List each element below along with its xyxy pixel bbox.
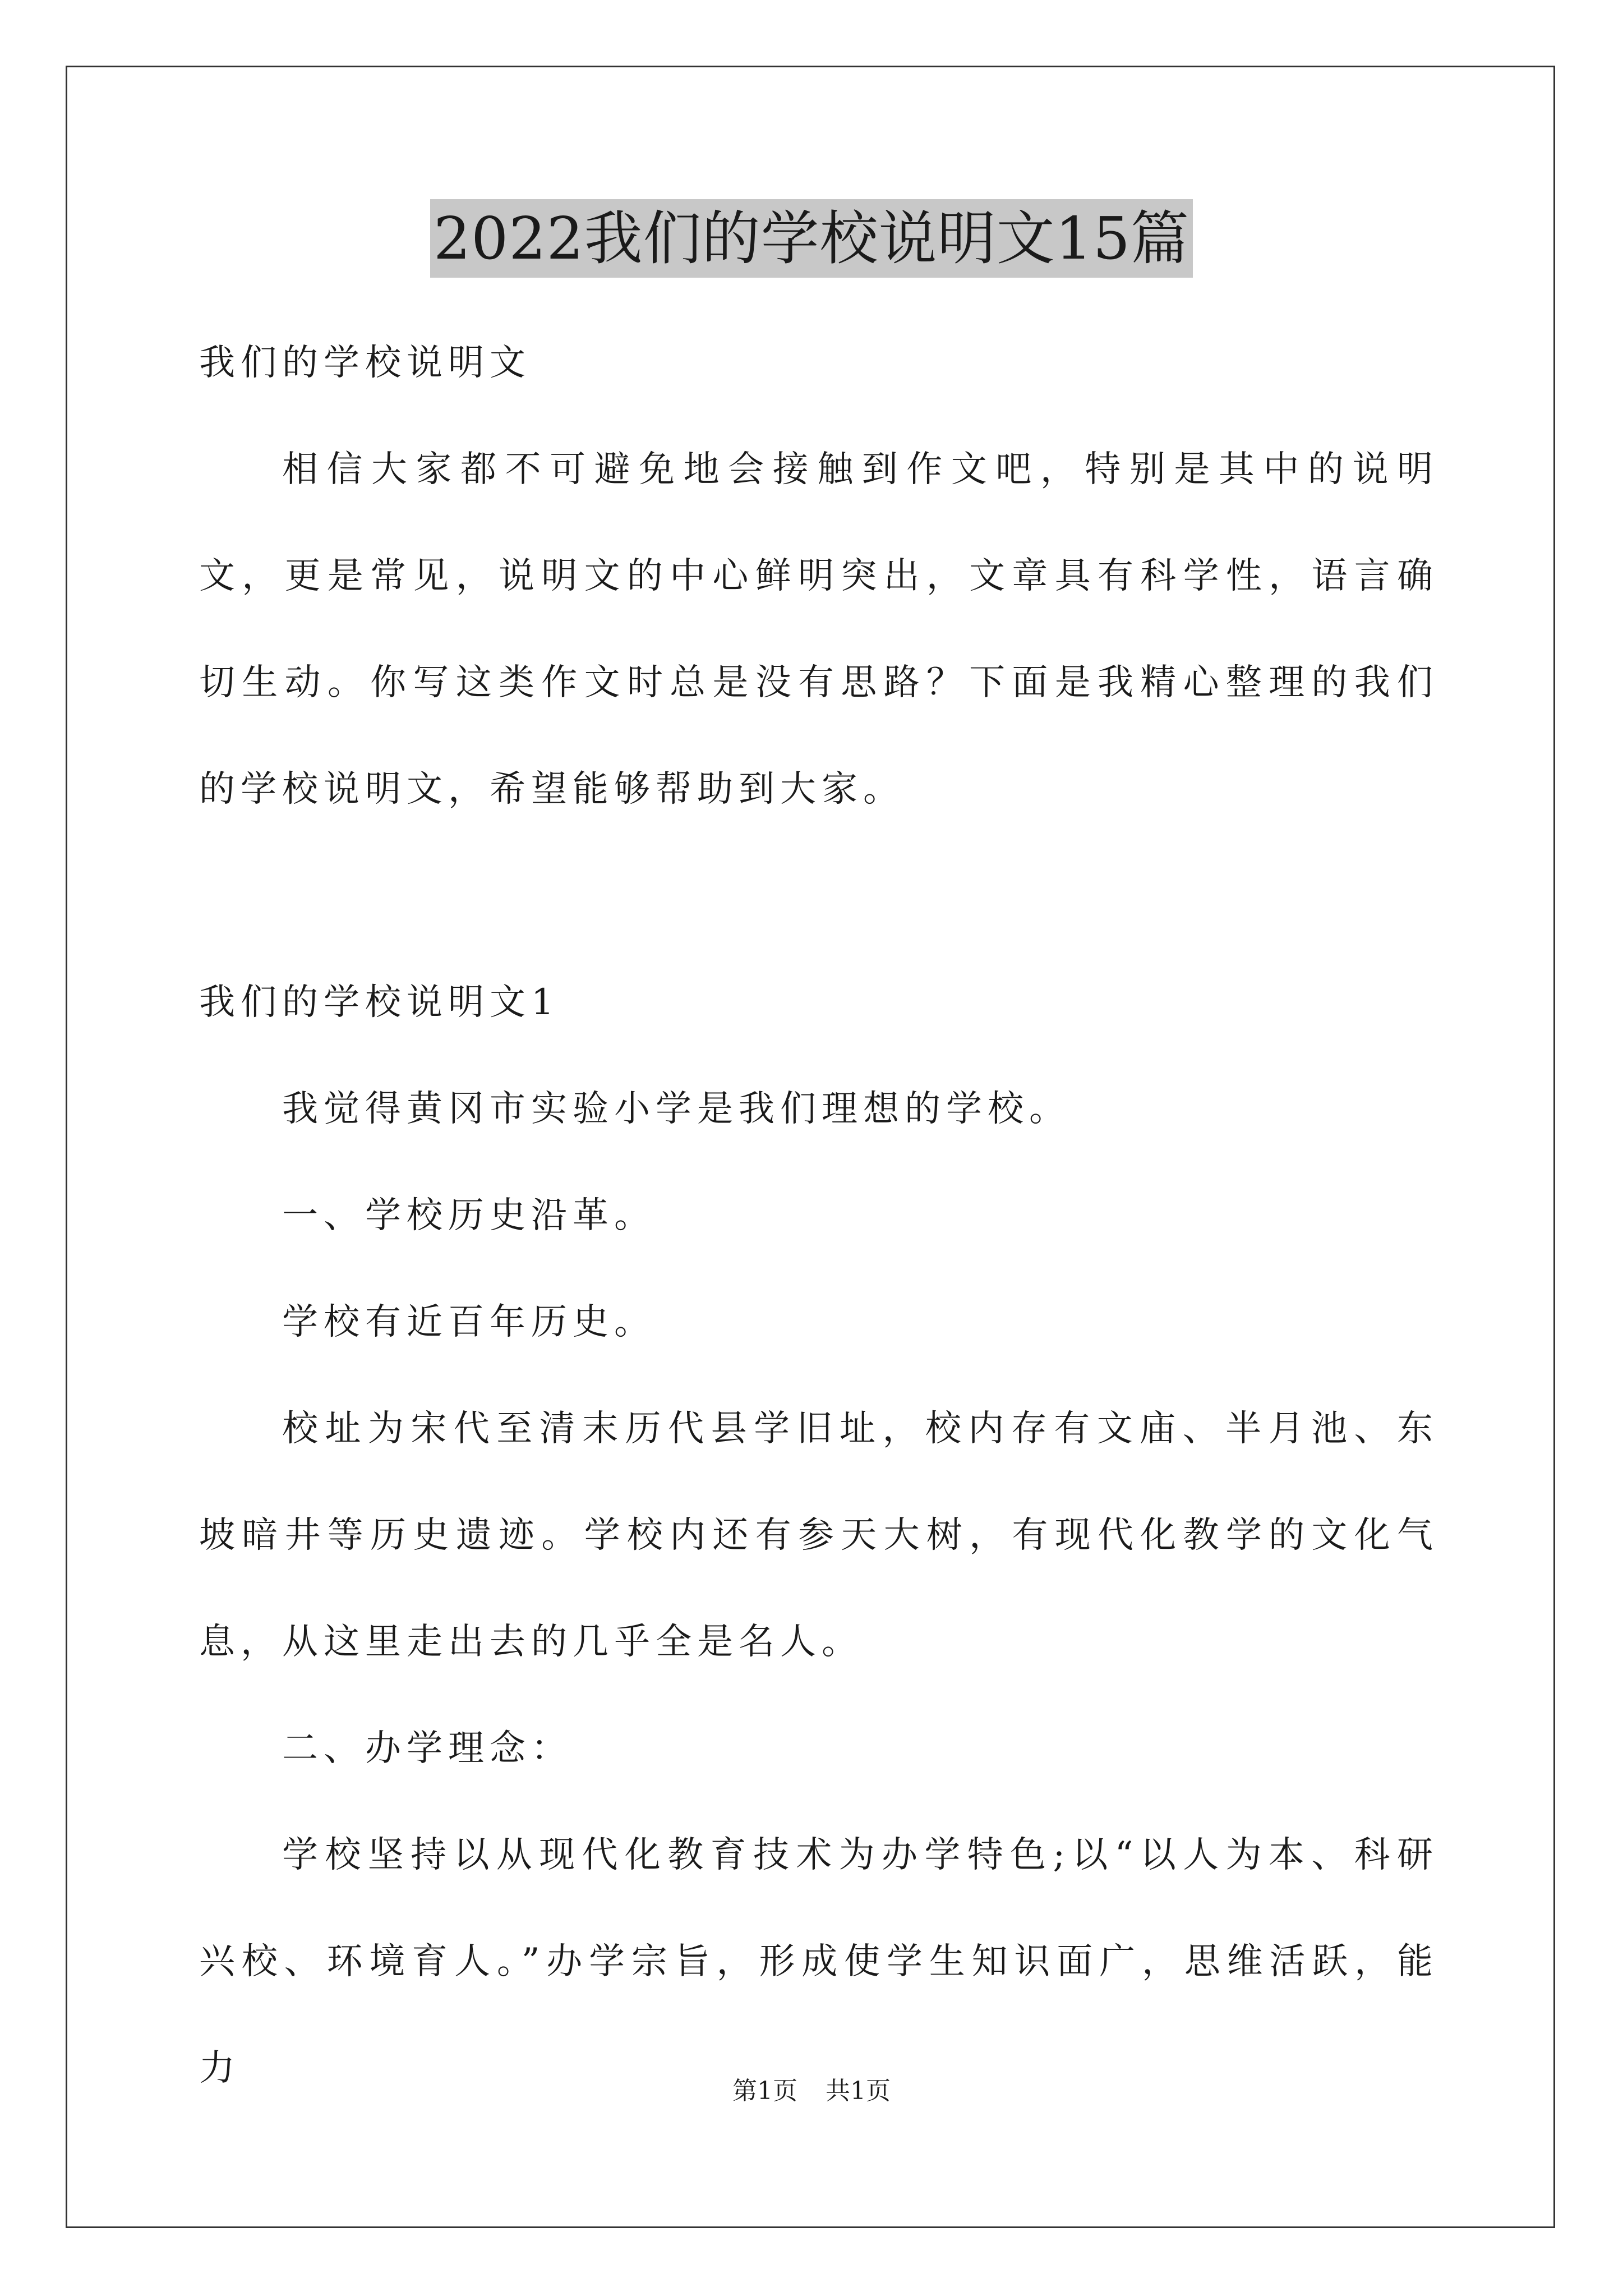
- document-body: [199, 310, 1438, 2122]
- page-footer: [0, 2074, 1623, 2108]
- paragraph: 校址为宋代至清末历代县学旧址，校内存有文庙、半月池、东坡暗井等历史遗迹。学校内还有参天大树，有现代化教学的文化气息，从这里走出去的几乎全是名人。: [199, 1408, 1438, 1663]
- paragraph: 我觉得黄冈市实验小学是我们理想的学校。: [282, 1088, 1071, 1130]
- section-heading: 我们的学校说明文: [199, 342, 531, 384]
- page-total: 共1页: [826, 2077, 891, 2105]
- section-heading: 我们的学校说明文1: [199, 982, 560, 1023]
- document-title: 2022我们的学校说明文15篇: [430, 199, 1193, 278]
- paragraph: 二、办学理念：: [282, 1728, 573, 1769]
- paragraph: 相信大家都不可避免地会接触到作文吧，特别是其中的说明文，更是常见，说明文的中心鲜明突出，文章具有科学性，语言确切生动。你写这类作文时总是没有思路？下面是我精心整理的我们的学校说明文，希望能够帮助到大家。: [199, 449, 1438, 810]
- paragraph: 学校有近百年历史。: [282, 1301, 656, 1343]
- paragraph-gap: [199, 843, 1438, 949]
- paragraph: 一、学校历史沿革。: [282, 1195, 656, 1236]
- page-number: 第1页: [732, 2077, 797, 2105]
- paragraph: 学校坚持以从现代化教育技术为办学特色;以“以人为本、科研兴校、环境育人。”办学宗旨，形成使学生知识面广，思维活跃，能力: [199, 1834, 1438, 2089]
- title-container: [0, 199, 1623, 278]
